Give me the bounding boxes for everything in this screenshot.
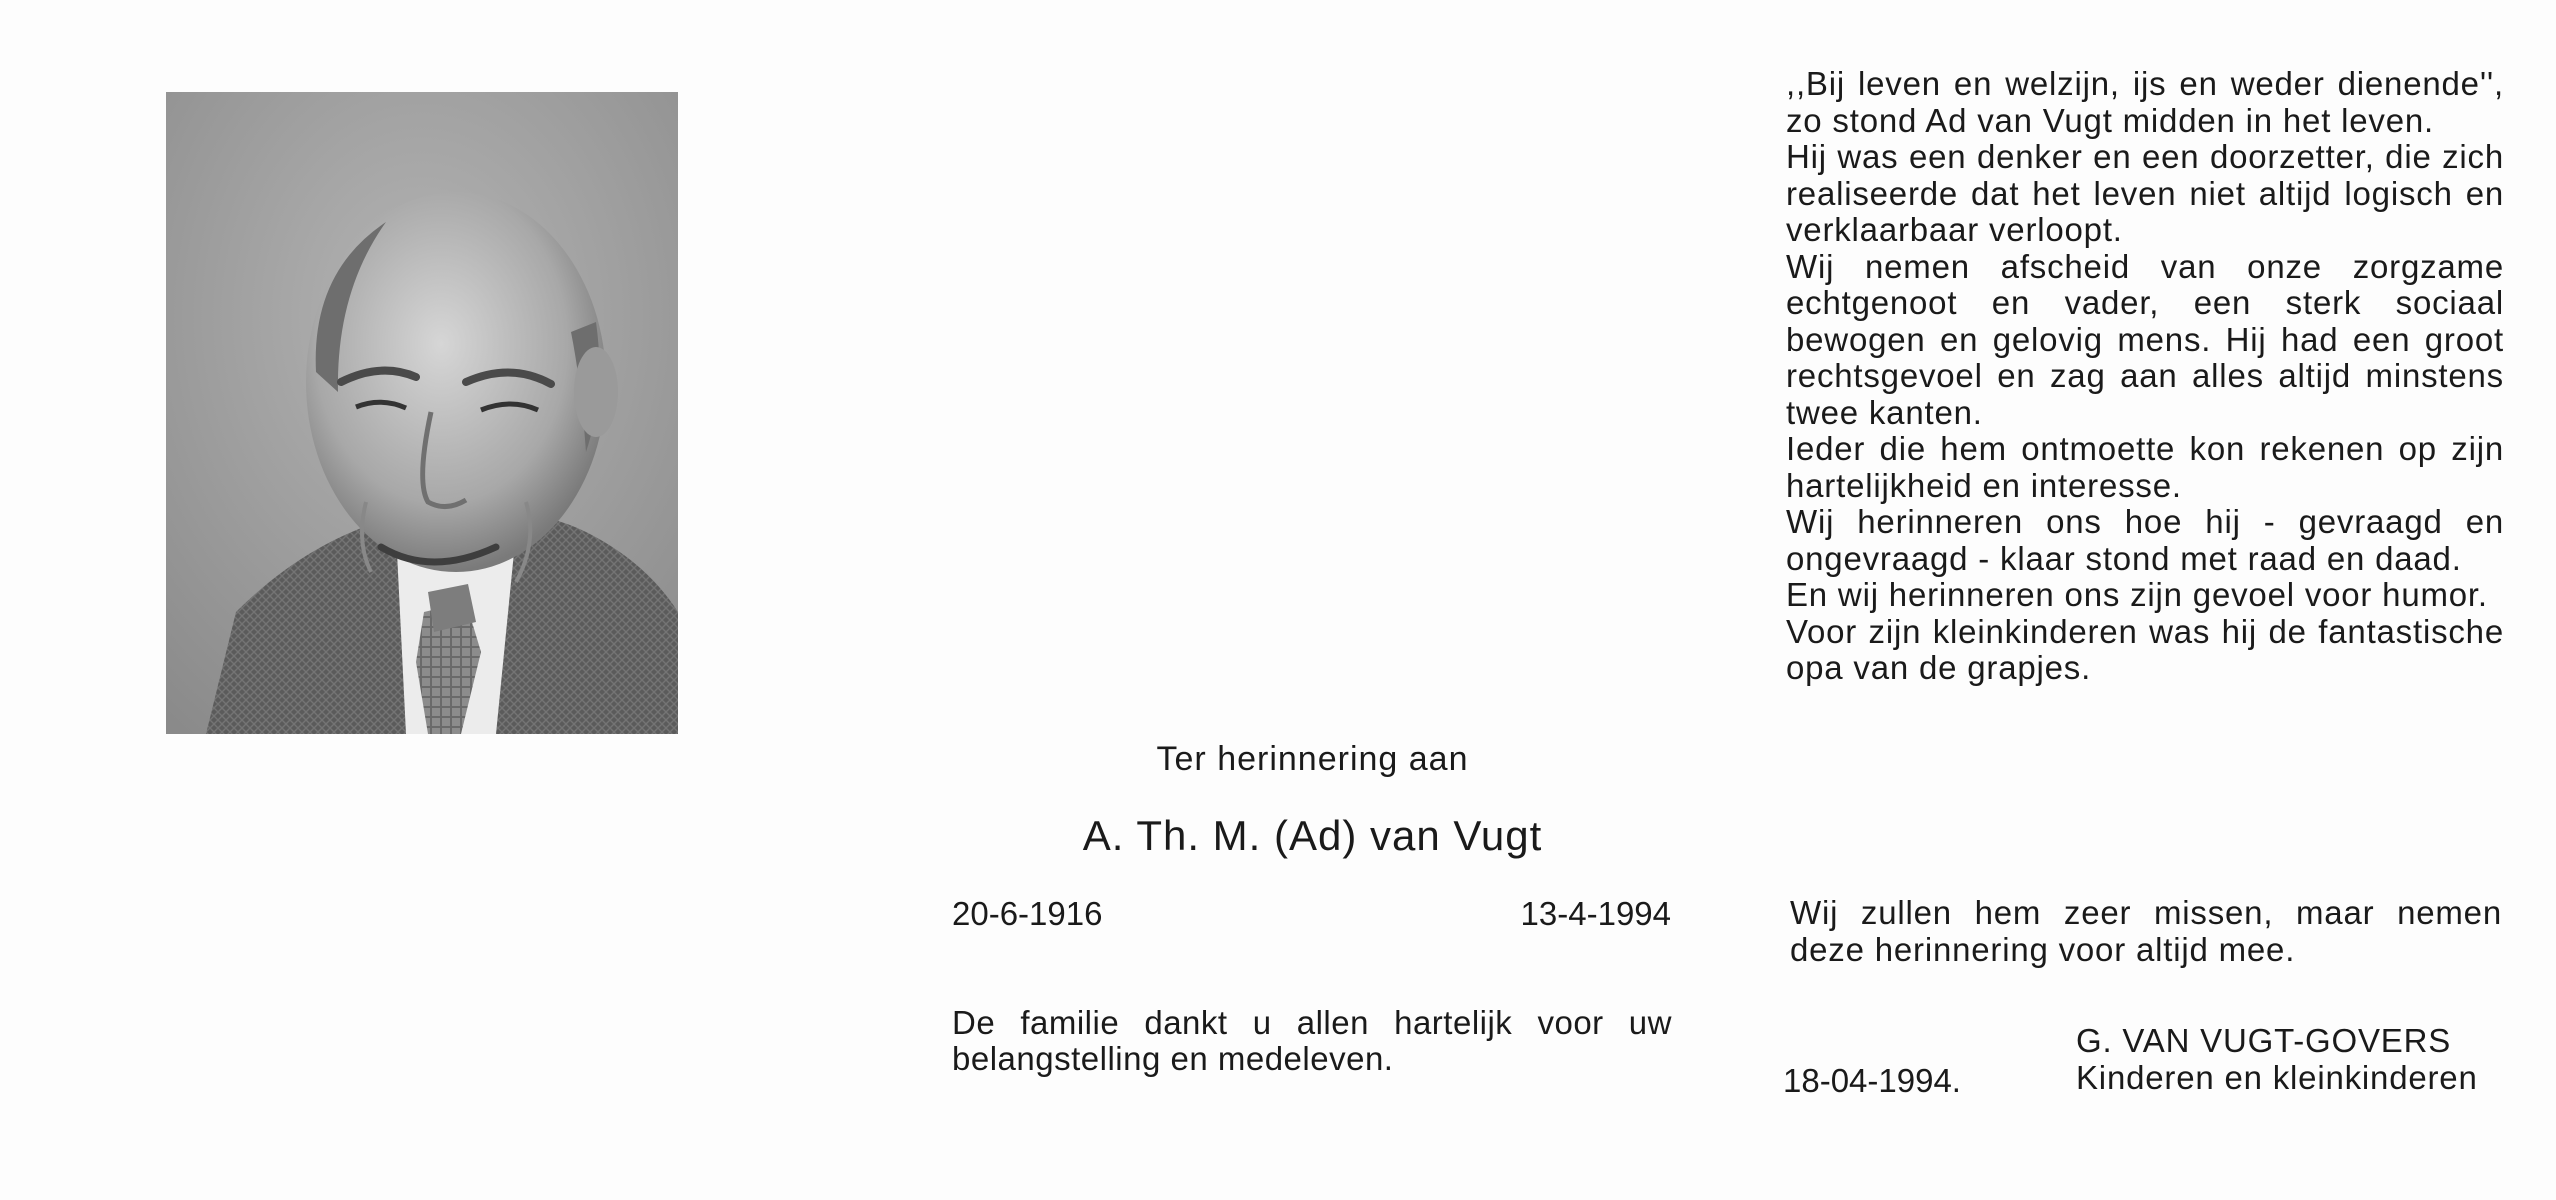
- family-line: Kinderen en kleinkinderen: [2076, 1059, 2478, 1096]
- verse-paragraph: Wij herinneren ons hoe hij - gevraagd en ongevraagd - klaar stond met raad en daad.: [1786, 503, 2504, 577]
- signoff-date: 18-04-1994.: [1783, 1062, 1961, 1099]
- family-name: G. VAN VUGT-GOVERS: [2076, 1022, 2452, 1059]
- portrait-photo: [166, 92, 678, 734]
- verse-paragraph: Voor zijn kleinkinderen was hij de fantastische opa van de grapjes.: [1786, 612, 2504, 686]
- portrait-icon: [166, 92, 678, 734]
- verse-paragraph: Ieder die hem ontmoette kon rekenen op zijn hartelijkheid en interesse.: [1786, 430, 2504, 504]
- closing-text: Wij zullen hem zeer missen, maar nemen deze herinnering voor altijd mee.: [1790, 894, 2502, 968]
- verse-paragraph: En wij herinneren ons zijn gevoel voor humor.: [1786, 576, 2488, 613]
- verse-paragraph: Wij nemen afscheid van onze zorgzame echtgenoot en vader, een sterk sociaal bewogen en gelovig mens. Hij had een groot rechtsgevoel en zag aan alles altijd minstens twee kanten.: [1786, 247, 2504, 431]
- memorial-verse: [1786, 66, 2504, 687]
- family-thanks: De familie dankt u allen hartelijk voor uw belangstelling en medeleven.: [952, 1004, 1672, 1077]
- verse-paragraph: Hij was een denker en een doorzetter, die zich realiseerde dat het leven niet altijd logisch en verklaarbaar verloopt.: [1786, 138, 2504, 248]
- deceased-name: A. Th. M. (Ad) van Vugt: [1082, 812, 1543, 859]
- verse-paragraph: ,,Bij leven en welzijn, ijs en weder dienende'', zo stond Ad van Vugt midden in het leven.: [1786, 65, 2504, 139]
- intro-text: Ter herinnering aan: [1156, 740, 1469, 778]
- birth-date: 20-6-1916: [952, 895, 1103, 932]
- family-signature: [2076, 1022, 2478, 1096]
- death-date: 13-4-1994: [1520, 895, 1671, 932]
